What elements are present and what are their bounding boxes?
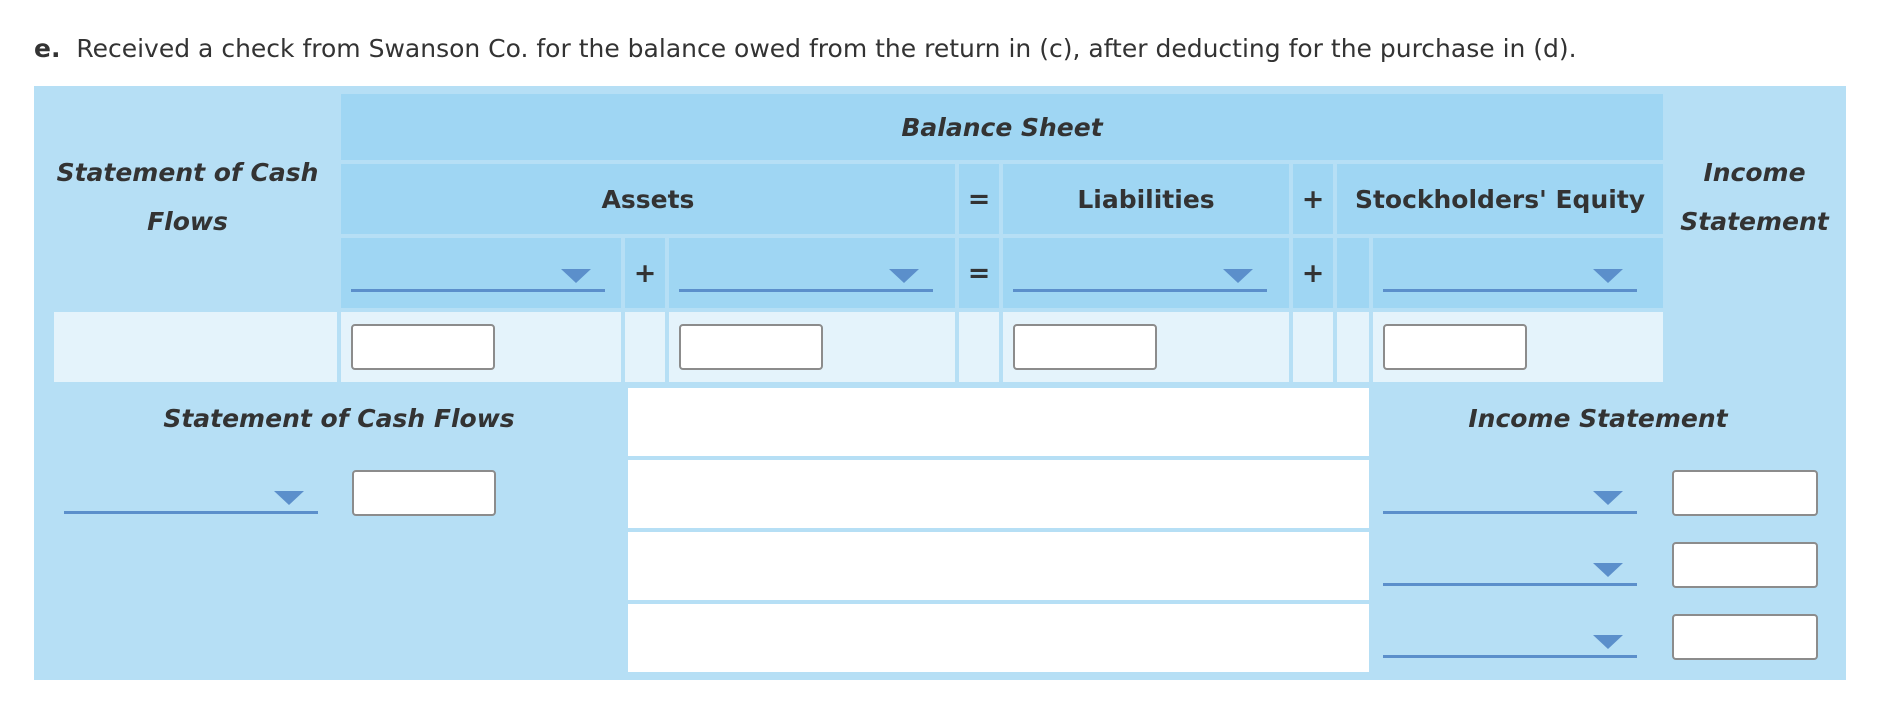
equity-amount-input[interactable] [1383, 324, 1527, 370]
asset-amount-input-2[interactable] [679, 324, 823, 370]
liability-amount-input[interactable] [1013, 324, 1157, 370]
asset-account-cell-1 [341, 238, 621, 308]
asset-account-dropdown-1[interactable] [351, 284, 605, 292]
income-item-dropdown-2[interactable] [1383, 578, 1637, 586]
note-box-2 [628, 460, 1369, 528]
header-income-statement: Income Statement [1680, 158, 1829, 236]
note-box-3 [628, 532, 1369, 600]
header-equals-sign: = [959, 164, 999, 234]
equity-spacer-cell [1337, 238, 1369, 308]
chevron-down-icon [1593, 491, 1623, 505]
header-balance-sheet: Balance Sheet [341, 94, 1663, 160]
chevron-down-icon [889, 269, 919, 283]
chevron-down-icon [1593, 269, 1623, 283]
chevron-down-icon [1593, 635, 1623, 649]
equity-account-dropdown[interactable] [1383, 284, 1637, 292]
liability-account-cell [1003, 238, 1289, 308]
lower-statement-of-cash-flows-label: Statement of Cash Flows [163, 403, 515, 433]
header-liabilities: Liabilities [1003, 164, 1289, 234]
asset-account-dropdown-2[interactable] [679, 284, 933, 292]
cash-flow-row-cell [54, 312, 337, 382]
asset-amount-cell-2 [669, 312, 955, 382]
header-plus-sign: + [1293, 164, 1333, 234]
equity-spacer-amount [1337, 312, 1369, 382]
asset-plus-spacer [625, 312, 665, 382]
chevron-down-icon [1593, 563, 1623, 577]
plus-spacer [1293, 312, 1333, 382]
cash-flow-activity-dropdown[interactable] [64, 506, 318, 514]
equity-amount-cell [1373, 312, 1663, 382]
transaction-table [34, 86, 1846, 680]
header-statement-of-cash-flows: Statement of Cash Flows [56, 158, 319, 236]
income-item-dropdown-1[interactable] [1383, 506, 1637, 514]
question-text [34, 34, 1577, 63]
question-letter: e. [34, 34, 61, 63]
account-plus-sign: + [1293, 238, 1333, 308]
equals-spacer [959, 312, 999, 382]
note-box-4 [628, 604, 1369, 672]
lower-income-statement-label: Income Statement [1468, 403, 1728, 433]
income-amount-input-2[interactable] [1672, 542, 1818, 588]
asset-amount-input-1[interactable] [351, 324, 495, 370]
income-item-dropdown-3[interactable] [1383, 650, 1637, 658]
liability-amount-cell [1003, 312, 1289, 382]
chevron-down-icon [274, 491, 304, 505]
header-assets: Assets [341, 164, 955, 234]
asset-plus-sign: + [625, 238, 665, 308]
chevron-down-icon [561, 269, 591, 283]
note-box-1 [628, 388, 1369, 456]
asset-amount-cell-1 [341, 312, 621, 382]
equity-account-cell [1373, 238, 1663, 308]
header-stockholders-equity: Stockholders' Equity [1337, 164, 1663, 234]
income-amount-input-3[interactable] [1672, 614, 1818, 660]
chevron-down-icon [1223, 269, 1253, 283]
question-body: Received a check from Swanson Co. for the balance owed from the return in (c), after deducting for the purchase in (d). [76, 34, 1577, 63]
asset-account-cell-2 [669, 238, 955, 308]
income-amount-input-1[interactable] [1672, 470, 1818, 516]
cash-flow-amount-input[interactable] [352, 470, 496, 516]
liability-account-dropdown[interactable] [1013, 284, 1267, 292]
account-equals-sign: = [959, 238, 999, 308]
